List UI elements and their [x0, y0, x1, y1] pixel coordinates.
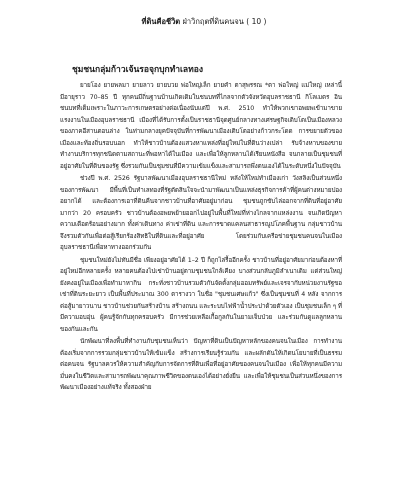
paragraph: ยายโอง ยายพลมา ยายลาว ยายบวย พ่อใหญ่เล็ก ยายคำ ตาสุพรรณ *ตา พ่อใหญ่ แม่ใหญ่ เหล่านี้ มีอายุราว 70–85 ปี ทุกคนมีถิ่นฐานบ้านเกิดเดิมในชนบทที่ไกลจากตัวจังหวัดอุบลราชธานี กิโลเมตร อินชนบทที่เต็มเพราะในภาวะการเกษตรอย่างต่อเนื่องนับแต่ปี พ.ศ. 2510 ทำให้พวกเขาอพยพเข้ามาขายแรงงานในเมืองอุบลราชธานี เมืองที่ได้รับการตั้งเป็นราชธานีจุดศูนย์กลางทางเศรษฐกิจเติบโตเป็นเมืองหลวงของภาคอีสานตอนล่าง ในท่ามกลางยุคปัจจุบันที่การพัฒนาเมืองเติบโตอย่างก้าวกระโดด การขยายตัวของเมืองและท้องถิ่นรอบนอก ทำให้ชาวบ้านต้องแสวงหาแหล่งที่อยู่ใหม่ในที่ดินว่างเปล่า รับจ้างหาบของขาย ทำงานบริการทุกชนิดตามสถานะที่พอหาได้ในเมือง และเพื่อให้ลูกหลานได้เรียนหนังสือ จนกลายเป็นชุมชนที่อยู่อาศัยในที่ดินของรัฐ ซึ่งรวมกันเป็นชุมชนที่มีความเข้มแข็งและสามารถพึ่งตนเองได้ในระดับหนึ่งในปัจจุบัน — [60, 82, 342, 170]
paragraph: ช่วงปี พ.ศ. 2526 รัฐบาลพัฒนาเมืองอุบลราชธานีใหม่ หลังให้ใหม่ทำเมืองเก่า วังสลิงเป็นส่วนหนึ่งของการพัฒนา มีพื้นที่เป็นทำเลทองที่รัฐตัดสินใจจะนำมาพัฒนาเป็นแหล่งธุรกิจการค้าที่ผู้คนต่างหมายปองอยากได้ และต้องการเอาที่ดินคืนจากชาวบ้านที่อาศัยอยู่มาก่อน ชุมชนถูกขับไล่ออกจากที่ดินที่อยู่อาศัยมากว่า 20 ครอบครัว ชาวบ้านต้องอพยพย้ายออกไปอยู่ในพื้นที่ใหม่ที่ห่างไกลจากแหล่งงาน จนเกิดปัญหาความเดือดร้อนอย่างมาก ทั้งค่าเดินทาง ค่าเช่าที่ดิน และการขาดแคลนสาธารณูปโภคพื้นฐาน กลุ่มชาวบ้านจึงรวมตัวกันเพื่อต่อสู้เรียกร้องสิทธิในที่ดินและที่อยู่อาศัย โดยร่วมกับเครือข่ายชุมชนคนจนในเมืองอุบลราชธานีเพื่อหาทางออกร่วมกัน — [60, 175, 342, 251]
section-title: ชุมชนกลุ่มก้าวเจ้นรอจุกบุกทำเลทอง — [72, 65, 203, 75]
article-body — [60, 80, 342, 395]
header-title-rest: ฝ่าวิกฤตที่ดินคนจน ( 10 ) — [180, 17, 267, 26]
paragraph: ชุมชนใหม่ยังไม่ทันมีชื่อ เพียงอยู่อาศัยได้ 1–2 ปี ก็ถูกไล่รื้ออีกครั้ง ชาวบ้านที่อยู่อาศัยมาก่อนต้องหาที่อยู่ใหม่อีกหลายครั้ง หลายคนต้องไปเช่าบ้านอยู่ตามชุมชนใกล้เคียง บางส่วนกลับภูมิลำเนาเดิม แต่ส่วนใหญ่ยังคงอยู่ในเมืองเพื่อทำมาหากิน กระทั่งชาวบ้านรวมตัวกันจัดตั้งกลุ่มออมทรัพย์และเจรจากับหน่วยงานรัฐขอเช่าที่ดินระยะยาว เป็นพื้นที่ประมาณ 300 ตารางวา ในชื่อ "ชุมชนเศษแก้ว" ซึ่งเป็นชุมชนที่ 4 หลัง จากการต่อสู้มายาวนาน ชาวบ้านช่วยกันสร้างบ้าน สร้างถนน และระบบไฟฟ้าน้ำประปาด้วยตัวเอง เป็นชุมชนเล็ก ๆ ที่มีความอบอุ่น ผู้คนรู้จักกันทุกครอบครัว มีการช่วยเหลือเกื้อกูลกันในยามเจ็บป่วย และร่วมกันดูแลลูกหลานของกันและกัน — [60, 256, 342, 333]
header-title-bold: ที่ดินคือชีวิต — [141, 17, 181, 26]
paragraph: นักพัฒนาที่ลงพื้นที่ทำงานกับชุมชนเห็นว่า ปัญหาที่ดินเป็นปัญหาหลักของคนจนในเมือง การทำงานต้องเริ่มจากการรวมกลุ่มชาวบ้านให้เข้มแข็ง สร้างการเรียนรู้ร่วมกัน และผลักดันให้เกิดนโยบายที่เป็นธรรมต่อคนจน รัฐบาลควรให้ความสำคัญกับการจัดการที่ดินเพื่อที่อยู่อาศัยของคนจนในเมือง เพื่อให้ทุกคนมีความมั่นคงในชีวิตและสามารถพัฒนาคุณภาพชีวิตของตนเองได้อย่างยั่งยืน และเพื่อให้ชุมชนเป็นส่วนหนึ่งของการพัฒนาเมืองอย่างแท้จริง ทั้งสองฝ่าย — [60, 338, 342, 391]
page-header — [0, 17, 408, 27]
